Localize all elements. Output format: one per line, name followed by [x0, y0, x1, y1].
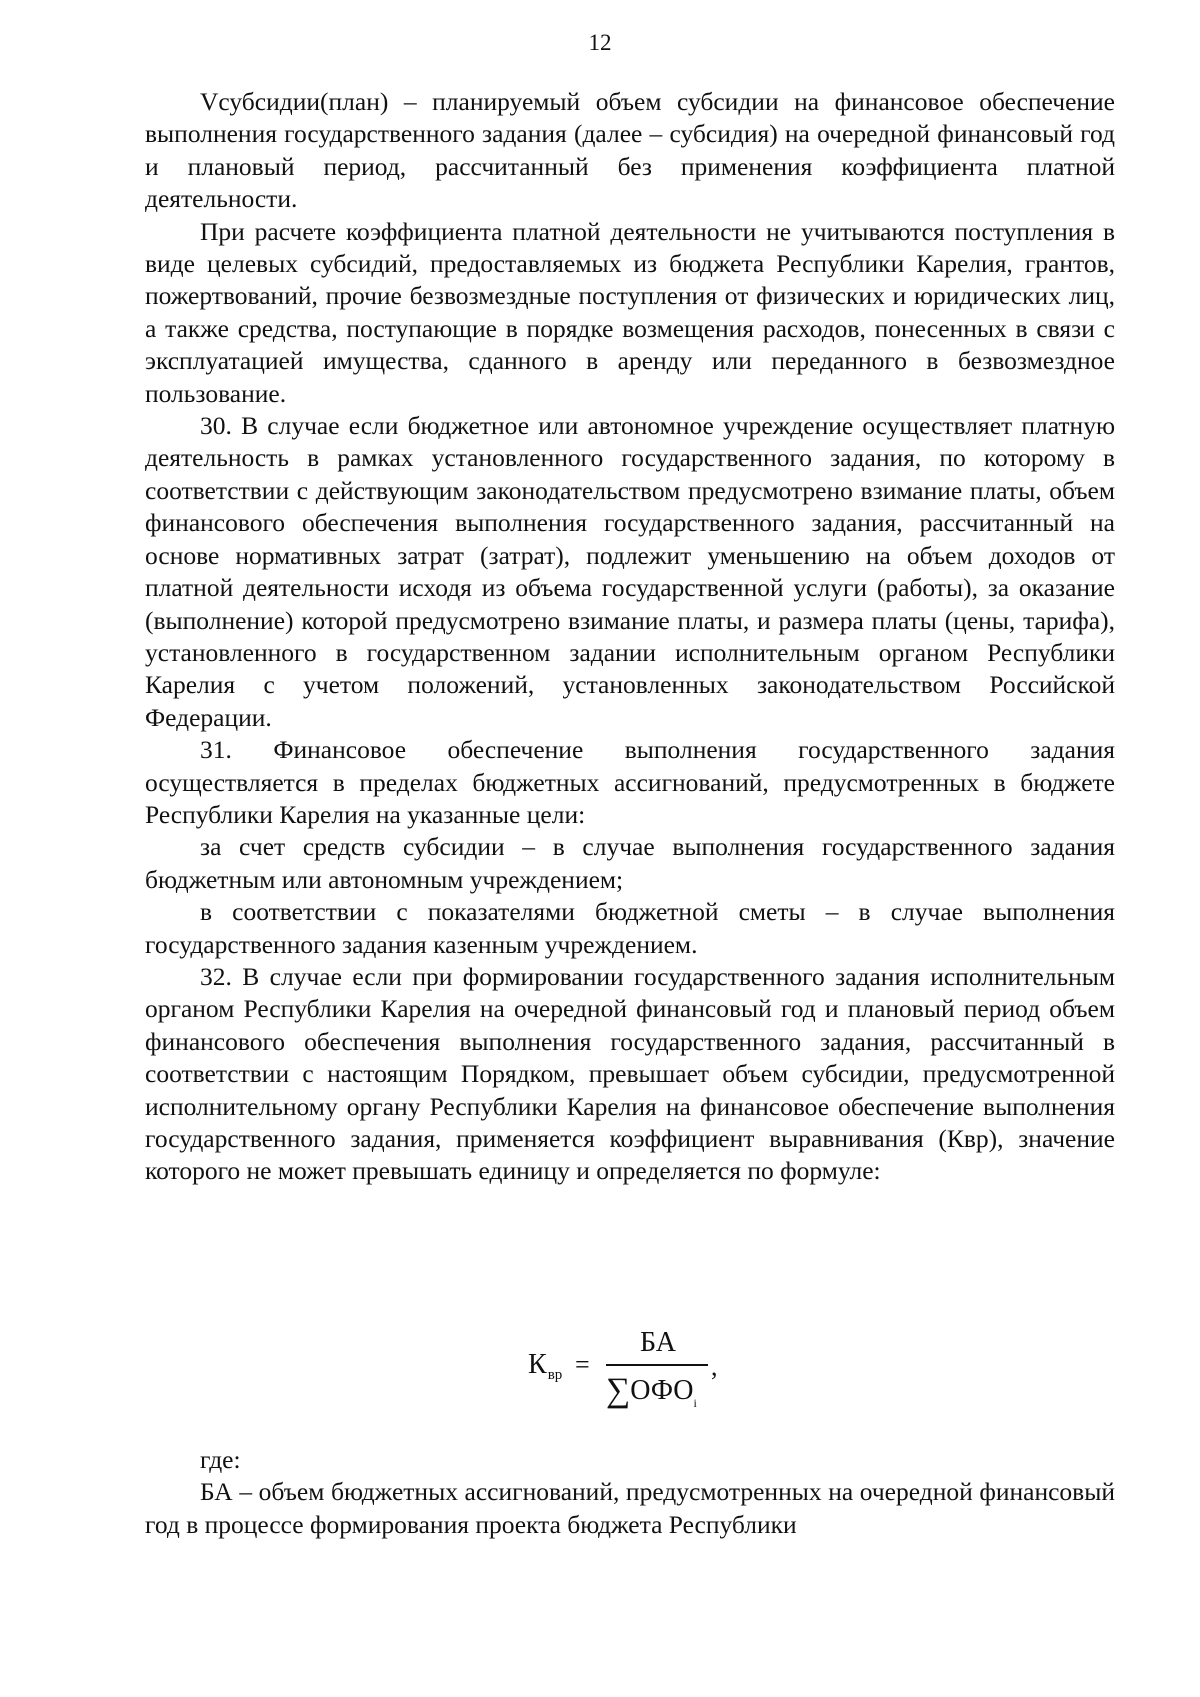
page-number: 12 [588, 30, 612, 55]
paragraph-exclusions: При расчете коэффициента платной деятельности не учитываются поступления в виде целевых субсидий, предоставляемых из бюджета Республики Карелия, грантов, пожертвований, прочие безвозмездные поступления от физических и юридических лиц, а также средства, поступающие в порядке возмещения расходов, понесенных в связи с эксплуатацией имущества, сданного в аренду или переданного в безвозмездное пользование. [145, 216, 1115, 408]
paragraph-vsubsidii-definition: Vсубсидии(план) – планируемый объем субсидии на финансовое обеспечение выполнения государственного задания (далее – субсидия) на очередной финансовый год и плановый период, рассчитанный без применения коэффициента платной деятельности. [145, 87, 1115, 214]
body-text-continued [145, 1444, 1115, 1541]
formula-equals: = [575, 1350, 590, 1379]
paragraph-item-31: 31. Финансовое обеспечение выполнения государственного задания осуществляется в пределах бюджетных ассигнований, предусмотренных в бюджете Республики Карелия на указанные цели: [145, 735, 1115, 829]
formula-lhs-subscript: вр [547, 1367, 563, 1383]
paragraph-budget-estimate-case: в соответствии с показателями бюджетной сметы – в случае выполнения государственного задания казенным учреждением. [145, 897, 1115, 959]
paragraph-ba-definition: БА – объем бюджетных ассигнований, предусмотренных на очередной финансовый год в процессе формирования проекта бюджета Республики [145, 1477, 1115, 1539]
formula-comma: , [711, 1352, 718, 1381]
formula-numerator: БА [640, 1327, 676, 1358]
body-text [145, 86, 1115, 1188]
paragraph-item-30: 30. В случае если бюджетное или автономное учреждение осуществляет платную деятельность в рамках установленного государственного задания, по которому в соответствии с действующим законодательством предусмотрено взимание платы, объем финансового обеспечения выполнения государственного задания, рассчитанный на основе нормативных затрат (затрат), подлежит уменьшению на объем доходов от платной деятельности исходя из объема государственной услуги (работы), за оказание (выполнение) которой предусмотрено взимание платы, и размера платы (цены, тарифа), установленного в государственном задании исполнительным органом Республики Карелия с учетом положений, установленных законодательством Российской Федерации. [145, 411, 1115, 732]
formula-alignment-coefficient [0, 1318, 1200, 1418]
paragraph-where: где: [200, 1445, 241, 1474]
formula-denominator-subscript: i [693, 1396, 697, 1410]
formula-denominator: $\sum ОФО_i$ [606, 1372, 697, 1410]
paragraph-subsidy-case: за счет средств субсидии – в случае выполнения государственного задания бюджетным или автономным учреждением; [145, 832, 1115, 894]
sum-symbol: ∑ [606, 1372, 631, 1409]
formula-fraction-bar [606, 1364, 708, 1366]
formula-lhs: $К_{вр}$ [528, 1349, 563, 1383]
paragraph-item-32: 32. В случае если при формировании государственного задания исполнительным органом Республики Карелия на очередной финансовый год и плановый период объем финансового обеспечения выполнения государственного задания, рассчитанный в соответствии с настоящим Порядком, превышает объем субсидии, предусмотренной исполнительному органу Республики Карелия на финансовое обеспечение выполнения государственного задания, применяется коэффициент выравнивания (Квр), значение которого не может превышать единицу и определяется по формуле: [145, 961, 1115, 1186]
